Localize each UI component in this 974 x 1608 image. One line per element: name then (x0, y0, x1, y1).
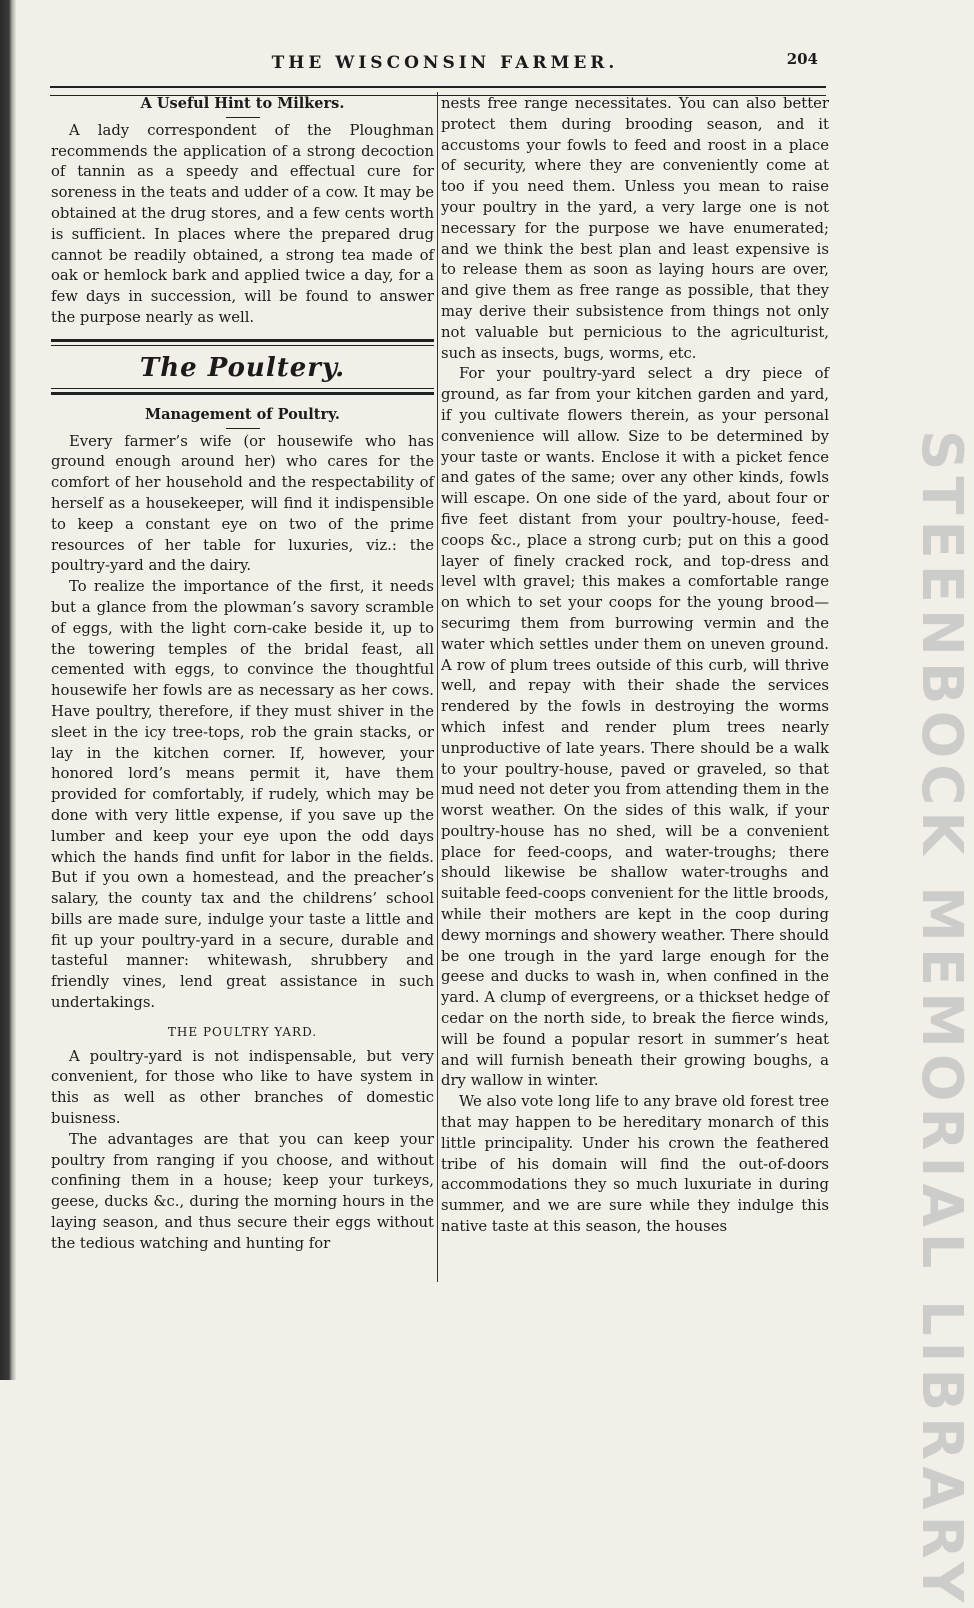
paragraph: To realize the importance of the first, it needs but a glance from the plowman’s savory scramble of eggs, with the light corn-cake beside it, up to the towering temples of the bridal feast, all cemented with eggs, to convince the thoughtful housewife her fowls are as necessary as her cows. Have poultry, therefore, if they must shiver in the sleet in the icy tree-tops, rob the grain stacks, or lay in the kitchen corner. If, however, your honored lord’s means permit it, have them provided for comfortably, if rudely, which may be done with very little expense, if you save up the lumber and keep your eye upon the odd days which the hands find unfit for labor in the fields. But if you own a homestead, and the preacher’s salary, the county tax and the childrens’ school bills are made sure, indulge your taste a little and fit up your poultry-yard in a secure, durable and tasteful manner: whitewash, shrubbery and friendly vines, lend great assistance in such undertakings. (51, 578, 434, 1012)
paragraph: We also vote long life to any brave old forest tree that may happen to be hereditary monarch of this little principality. Under his crown the feathered tribe of his domain will find the out-of-doors accommodations they so much luxuriate in during summer, and we are sure while they indulge this native taste at this season, the houses (441, 1093, 829, 1236)
right-column (441, 94, 829, 1238)
library-stamp: STEENBOCK MEMORIAL LIBRARY (909, 430, 974, 1608)
article-title-milkers: A Useful Hint to Milkers. (140, 95, 345, 112)
paragraph: For your poultry-yard select a dry piece of ground, as far from your kitchen garden and yard, if you cultivate flowers therein, as your personal convenience will allow. Size to be determined by your taste or wants. Enclose it with a picket fence and gates of the same; over any other kinds, fowls will escape. On one side of the yard, about four or five feet distant from your poultry-house, feed-coops &c., place a strong curb; put on this a good layer of finely cracked rock, and top-dress and level wlth gravel; this makes a comfortable range on which to set your coops for the young brood—securimg them from burrowing vermin and the water which settles under them on uneven ground. A row of plum trees outside of this curb, will thrive well, and repay with their shade the services rendered by the fowls in destroying the worms which infest and render plum trees nearly unproductive of late years. There should be a walk to your poultry-house, paved or graveled, so that mud need not deter you from attending them in the worst weather. On the sides of this walk, if your poultry-house has no shed, will be a convenient place for feed-coops, and water-troughs; there should likewise be shallow water-troughs and suitable feed-coops convenient for the little broods, while their mothers are kept in the coop during dewy mornings and showery weather. There should be one trough in the yard large enough for the geese and ducks to wash in, when confined in the yard. A clump of evergreens, or a thickset hedge of cedar on the north side, to break the fierce winds, will be found a popular resort in summer’s heat and will furnish beneath their growing boughs, a dry wallow in winter. (441, 365, 829, 1090)
article-title-management: Management of Poultry. (145, 405, 340, 423)
journal-title: THE WISCONSIN FARMER. (271, 53, 619, 73)
left-column (51, 94, 434, 1255)
article-body-milkers: A lady correspondent of the Ploughman recommends the application of a strong decoction of tannin as a speedy and effectual cure for soreness in the teats and udder of a cow. It may be obtained at the drug stores, and a few cents worth is sufficient. In places where the prepared drug cannot be readily obtained, a strong tea made of oak or hemlock bark and applied twice a day, for a few days in succession, will be found to answer the purpose nearly as well. (51, 121, 434, 326)
paragraph: Every farmer’s wife (or housewife who has ground enough around her) who cares for the comfort of her household and the respectability of herself as a housekeeper, will find it indispensible to keep a constant eye on two of the prime resources of her table for luxuries, viz.: the poultry-yard and the dairy. (51, 432, 434, 575)
section-rule-bottom (51, 388, 434, 395)
page-number: 204 (786, 50, 818, 68)
paragraph: nests free range necessitates. You can also better protect them during brooding season, and it accustoms your fowls to feed and roost in a place of security, where they are conveniently come at too if you need them. Unless you mean to raise your poultry in the yard, a very large one is not necessary for the purpose we have enumerated; and we think the best plan and least expensive is to release them as soon as laying hours are over, and give them as free range as possible, that they may derive their subsistence from things not only not valuable but pernicious to the agriculturist, such as insects, bugs, worms, etc. (441, 95, 829, 362)
title-rule (226, 117, 260, 118)
subheading-poultry-yard: THE POULTRY YARD. (167, 1024, 318, 1039)
section-rule-top (51, 339, 434, 346)
book-binding-edge (0, 0, 16, 1380)
paragraph: A poultry-yard is not indispensable, but very convenient, for those who like to have system in this as well as other branches of domestic buisness. (51, 1047, 434, 1128)
title-rule (226, 428, 260, 429)
column-divider (437, 92, 438, 1282)
section-title-poultry: The Poultery. (139, 352, 346, 383)
paragraph: The advantages are that you can keep your poultry from ranging if you choose, and without confining them in a house; keep your turkeys, geese, ducks &c., during the morning hours in the laying season, and thus secure their eggs without the tedious watching and hunting for (51, 1130, 434, 1252)
page-header (50, 48, 840, 78)
